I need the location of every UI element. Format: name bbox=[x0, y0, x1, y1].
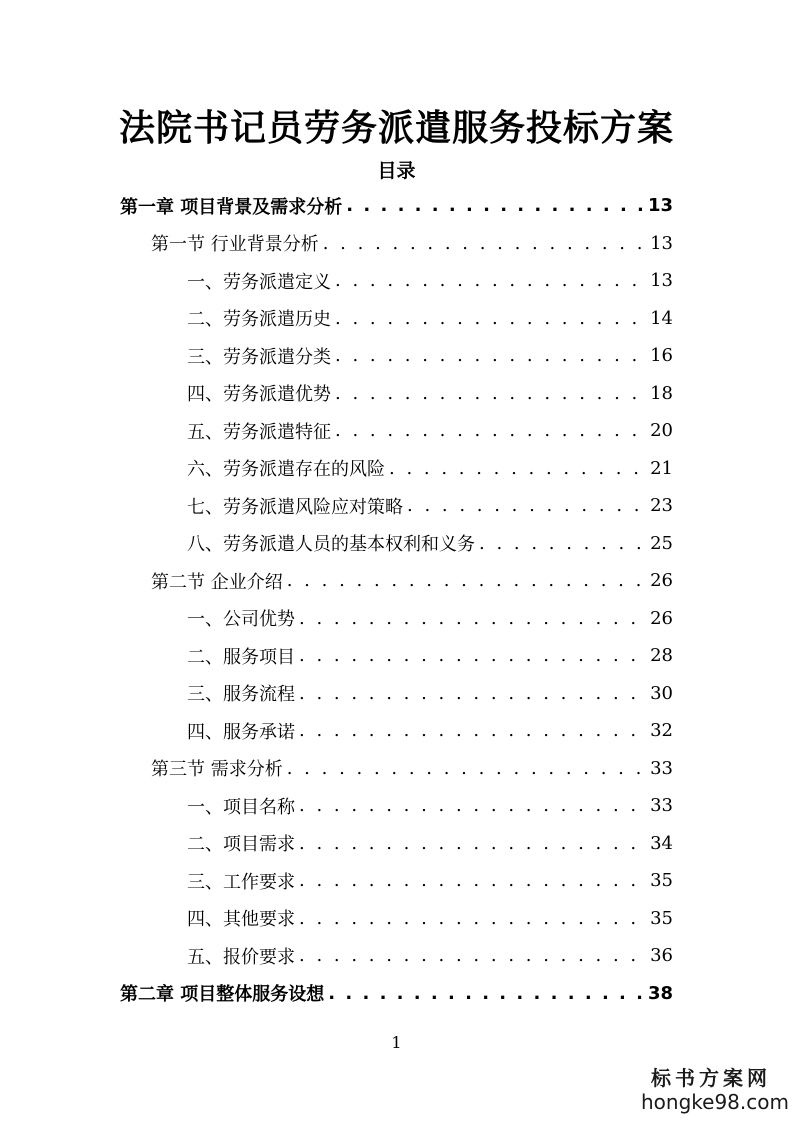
toc-dot-leader bbox=[299, 720, 644, 741]
toc-entry-page: 13 bbox=[650, 232, 673, 254]
toc-entry-title: 八、劳务派遣人员的基本权利和义务 bbox=[187, 534, 475, 556]
toc-entry-page: 23 bbox=[650, 495, 673, 517]
toc-entry[interactable] bbox=[0, 300, 793, 338]
toc-dot-leader bbox=[299, 945, 644, 966]
toc-entry-title: 一、公司优势 bbox=[187, 609, 295, 631]
toc-entry-page: 35 bbox=[650, 870, 673, 892]
toc-dot-leader bbox=[299, 683, 644, 704]
toc-entry-page: 36 bbox=[650, 945, 673, 967]
toc-entry[interactable] bbox=[0, 562, 793, 600]
toc-dot-leader bbox=[335, 345, 644, 366]
site-watermark bbox=[641, 1066, 789, 1114]
toc-dot-leader bbox=[287, 758, 644, 779]
toc-entry-page: 33 bbox=[650, 757, 673, 779]
toc-entry-page: 26 bbox=[650, 607, 673, 629]
toc-entry-title: 二、服务项目 bbox=[187, 646, 295, 668]
toc-entry-title: 四、劳务派遣优势 bbox=[187, 384, 331, 406]
toc-dot-leader bbox=[287, 570, 644, 591]
toc-entry-title: 四、其他要求 bbox=[187, 909, 295, 931]
toc-entry[interactable] bbox=[0, 787, 793, 825]
toc-entry-page: 34 bbox=[650, 832, 673, 854]
toc-entry[interactable] bbox=[0, 937, 793, 975]
page-number: 1 bbox=[391, 1033, 402, 1052]
toc-dot-leader bbox=[328, 983, 642, 1004]
toc-dot-leader bbox=[479, 533, 644, 554]
toc-entry[interactable] bbox=[0, 675, 793, 713]
toc-entry-page: 13 bbox=[650, 270, 673, 292]
toc-entry[interactable] bbox=[0, 712, 793, 750]
toc-entry-title: 二、劳务派遣历史 bbox=[187, 309, 331, 331]
toc-entry-page: 21 bbox=[650, 457, 673, 479]
toc-dot-leader bbox=[299, 870, 644, 891]
toc-entry-title: 三、工作要求 bbox=[187, 871, 295, 893]
toc-entry-page: 18 bbox=[650, 382, 673, 404]
toc-entry-page: 28 bbox=[650, 645, 673, 667]
toc-dot-leader bbox=[335, 420, 644, 441]
toc-entry-title: 一、劳务派遣定义 bbox=[187, 271, 331, 293]
toc-entry[interactable] bbox=[0, 525, 793, 563]
toc-entry[interactable] bbox=[0, 900, 793, 938]
toc-entry-title: 第三节 需求分析 bbox=[151, 759, 283, 781]
toc-entry-page: 38 bbox=[647, 982, 673, 1004]
toc-entry-title: 第一节 行业背景分析 bbox=[151, 234, 319, 256]
toc-entry[interactable] bbox=[0, 187, 793, 225]
toc-entry-page: 16 bbox=[650, 345, 673, 367]
toc-entry[interactable] bbox=[0, 750, 793, 788]
toc-entry-page: 32 bbox=[650, 720, 673, 742]
toc-entry[interactable] bbox=[0, 975, 793, 1013]
toc-entry[interactable] bbox=[0, 825, 793, 863]
watermark-site-url: hongke98.com bbox=[641, 1090, 789, 1114]
toc-heading: 目录 bbox=[377, 160, 416, 182]
toc-dot-leader bbox=[335, 383, 644, 404]
toc-entry-page: 20 bbox=[650, 420, 673, 442]
toc-entry-page: 30 bbox=[650, 682, 673, 704]
toc-entry[interactable] bbox=[0, 375, 793, 413]
toc-dot-leader bbox=[299, 908, 644, 929]
toc-entry-title: 三、服务流程 bbox=[187, 684, 295, 706]
toc-entry-title: 五、报价要求 bbox=[187, 946, 295, 968]
toc-entry-page: 35 bbox=[650, 907, 673, 929]
toc-dot-leader bbox=[323, 233, 644, 254]
toc-dot-leader bbox=[407, 495, 644, 516]
toc-entry[interactable] bbox=[0, 412, 793, 450]
toc-entry[interactable] bbox=[0, 225, 793, 263]
toc-dot-leader bbox=[335, 308, 644, 329]
toc-dot-leader bbox=[299, 645, 644, 666]
toc-dot-leader bbox=[389, 458, 644, 479]
toc-entry[interactable] bbox=[0, 262, 793, 300]
toc-entry-title: 二、项目需求 bbox=[187, 834, 295, 856]
toc-dot-leader bbox=[335, 270, 644, 291]
table-of-contents bbox=[0, 187, 793, 1012]
toc-dot-leader bbox=[346, 195, 642, 216]
toc-dot-leader bbox=[299, 795, 644, 816]
toc-entry[interactable] bbox=[0, 862, 793, 900]
toc-entry[interactable] bbox=[0, 450, 793, 488]
toc-entry-title: 第二节 企业介绍 bbox=[151, 571, 283, 593]
toc-dot-leader bbox=[299, 608, 644, 629]
toc-entry-title: 第一章 项目背景及需求分析 bbox=[120, 196, 343, 218]
toc-entry-title: 七、劳务派遣风险应对策略 bbox=[187, 496, 403, 518]
toc-entry-title: 四、服务承诺 bbox=[187, 721, 295, 743]
document-title: 法院书记员劳务派遣服务投标方案 bbox=[118, 108, 674, 149]
toc-entry[interactable] bbox=[0, 487, 793, 525]
toc-entry-page: 26 bbox=[650, 570, 673, 592]
toc-entry[interactable] bbox=[0, 337, 793, 375]
toc-entry-page: 13 bbox=[647, 195, 673, 217]
toc-entry-title: 一、项目名称 bbox=[187, 796, 295, 818]
toc-entry-page: 25 bbox=[650, 532, 673, 554]
toc-entry-page: 14 bbox=[650, 307, 673, 329]
toc-entry-title: 第二章 项目整体服务设想 bbox=[120, 984, 325, 1006]
toc-entry-page: 33 bbox=[650, 795, 673, 817]
toc-entry-title: 五、劳务派遣特征 bbox=[187, 421, 331, 443]
toc-dot-leader bbox=[299, 833, 644, 854]
toc-entry-title: 三、劳务派遣分类 bbox=[187, 346, 331, 368]
toc-entry-title: 六、劳务派遣存在的风险 bbox=[187, 459, 385, 481]
toc-entry[interactable] bbox=[0, 600, 793, 638]
toc-entry[interactable] bbox=[0, 637, 793, 675]
watermark-site-name: 标书方案网 bbox=[651, 1066, 771, 1090]
